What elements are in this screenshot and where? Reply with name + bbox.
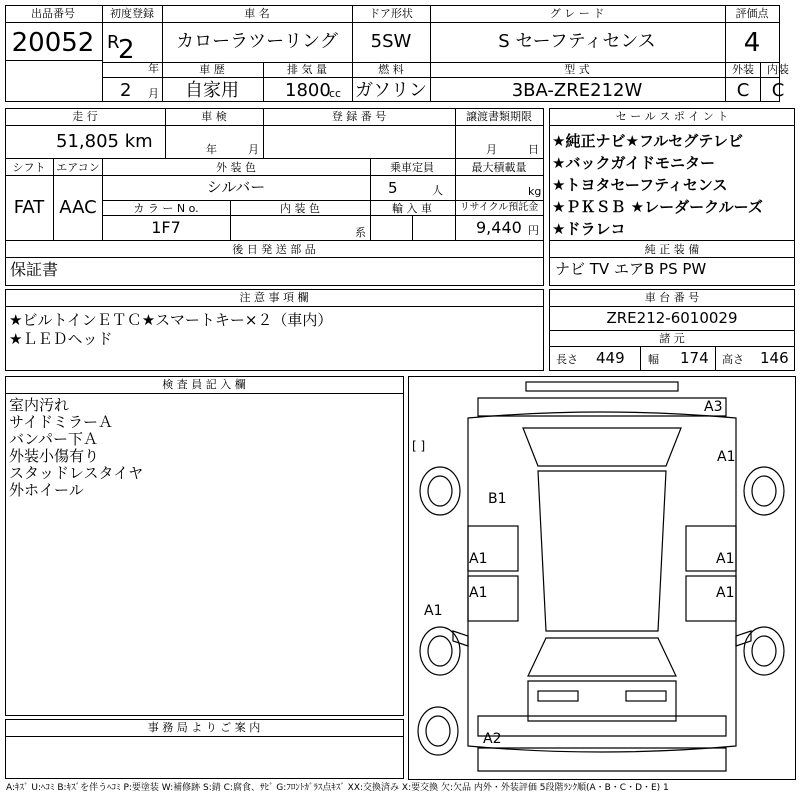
displacement-value: 1800	[285, 80, 331, 101]
bracket-mark: [ ]	[412, 439, 426, 453]
grade-label: グ レ ー ド	[549, 7, 605, 20]
length-value: 449	[596, 349, 625, 367]
length-label: 長さ	[556, 353, 578, 366]
fuel-value: ガソリン	[355, 80, 427, 101]
note-item: ★ＬＥＤヘッド	[9, 330, 113, 348]
legend-text: A:ｷｽﾞ U:ﾍｺﾐ B:ｷｽﾞを伴うﾍｺﾐ P:要塗装 W:補修跡 S:錆 C:腐食、ｻﾋﾞ G:ﾌﾛﾝﾄｶﾞﾗｽ点ｷｽﾞ XX:交換済み X:要交換 欠:欠品 内外・外装評価 5段階ﾗﾝｸ順(A・B・C・D・E) 1	[6, 783, 669, 793]
right-mirror	[736, 631, 751, 646]
damage-left-rear-door: A1	[469, 585, 488, 601]
lot-no-label: 出品番号	[31, 7, 75, 20]
roof	[538, 471, 666, 631]
parts-label: 後 日 発 送 部 品	[232, 243, 316, 256]
yen-unit: 円	[528, 224, 539, 237]
kg-unit: kg	[528, 185, 542, 198]
reg-no-label: 登 録 番 号	[331, 110, 387, 123]
aircon-label: エアコン	[56, 161, 100, 174]
capacity-unit: 人	[432, 184, 443, 197]
era-value: R	[107, 32, 120, 53]
doc-month-unit: 月	[486, 143, 497, 156]
color-no-value: 1F7	[151, 218, 181, 237]
sales-point-item: ★ドラレコ	[552, 220, 626, 238]
sales-point-item: ★ＰＫＳＢ ★レーダークルーズ	[552, 198, 763, 216]
inspector-note-item: スタッドレスタイヤ	[9, 464, 144, 482]
import-label: 輸 入 車	[392, 202, 432, 215]
rear-glass	[523, 428, 681, 466]
sales-point-item: ★バックガイドモニター	[552, 154, 715, 172]
year-unit: 年	[148, 62, 159, 75]
history-label: 車 歴	[199, 63, 225, 76]
width-label: 幅	[648, 353, 659, 366]
reg-year-value: 2	[118, 35, 135, 65]
inspector-note-item: 外装小傷有り	[9, 447, 100, 465]
damage-left-front-door: A1	[469, 551, 488, 567]
chassis-value: ZRE212-6010029	[606, 309, 738, 327]
month-unit: 月	[148, 87, 159, 100]
mileage-label: 走 行	[72, 110, 98, 123]
score-label: 評価点	[735, 7, 769, 20]
car-name-value: カローラツーリング	[176, 31, 338, 52]
sales-point-item: ★トヨタセーフティセンス	[552, 176, 728, 194]
damage-right-front-fender: A1	[717, 449, 736, 465]
damage-right-rear-door: A1	[716, 585, 735, 601]
inspect-month-unit: 月	[248, 143, 259, 156]
interior-grade-label: 内装	[767, 63, 789, 76]
rear-bumper-shape	[526, 382, 678, 391]
inspection-label: 車 検	[201, 110, 227, 123]
windshield	[528, 638, 676, 676]
cc-unit: cc	[329, 87, 342, 100]
chassis-label: 車 台 番 号	[644, 291, 700, 304]
headlight-left	[538, 691, 578, 701]
model-code-value: 3BA-ZRE212W	[511, 80, 643, 101]
office-label: 事 務 局 よ り ご 案 内	[147, 721, 261, 734]
door-value: 5SW	[370, 31, 412, 52]
score-value: 4	[743, 28, 761, 58]
inspector-notes-list	[9, 397, 143, 499]
inspector-note-item: 室内汚れ	[9, 396, 70, 414]
damage-front-bumper: A2	[483, 731, 502, 747]
damage-left-rear-fender: A1	[424, 603, 443, 619]
damage-right-front-door: A1	[716, 551, 735, 567]
door-label: ドア形状	[369, 7, 413, 20]
ext-color-value: シルバー	[206, 178, 266, 196]
aircon-value: AAC	[59, 197, 97, 218]
headlight-right	[626, 691, 666, 701]
first-reg-label: 初度登録	[110, 7, 154, 20]
mileage-value: 51,805 km	[56, 131, 153, 152]
trunk-shape	[478, 398, 726, 416]
front-bumper	[478, 716, 726, 736]
exterior-grade-label: 外装	[732, 63, 754, 76]
inspector-label: 検 査 員 記 入 欄	[162, 378, 246, 391]
max-load-label: 最大積載量	[471, 161, 527, 174]
lot-no-value: 20052	[11, 28, 95, 58]
wheel-left-rear	[420, 467, 460, 515]
shift-label: シフト	[12, 161, 46, 174]
sales-points-label: セ ー ル ス ポ イ ン ト	[615, 110, 729, 123]
grade-value: S セーフティセンス	[498, 31, 656, 52]
inspect-year-unit: 年	[206, 143, 217, 156]
int-color-suffix: 系	[355, 226, 366, 239]
notes-list	[9, 311, 332, 349]
parts-value: 保証書	[10, 260, 59, 279]
reg-month-value: 2	[120, 80, 132, 101]
recycle-label: リサイクル預託金	[459, 202, 539, 213]
shift-value: FAT	[13, 197, 45, 218]
wheel-spare	[418, 707, 458, 755]
damage-roof-rear: A3	[704, 399, 723, 415]
car-diagram	[408, 376, 796, 780]
displacement-label: 排 気 量	[287, 63, 327, 76]
inspector-note-item: 外ホイール	[9, 481, 84, 499]
note-item: ★ビルトインＥＴＣ★スマートキー×２（車内）	[9, 311, 333, 329]
doc-deadline-label: 譲渡書類期限	[466, 110, 532, 123]
recycle-value: 9,440	[476, 218, 522, 237]
height-label: 高さ	[722, 353, 744, 366]
wheel-left-front	[420, 627, 460, 675]
doc-day-unit: 日	[528, 143, 539, 156]
body-outline	[468, 412, 736, 752]
wheel-right-front	[744, 627, 784, 675]
equipment-value: ナビ TV エアB PS PW	[555, 260, 707, 278]
history-value: 自家用	[185, 80, 239, 101]
equipment-label: 純 正 装 備	[644, 243, 700, 256]
sales-points-list	[552, 130, 763, 240]
capacity-value: 5	[388, 179, 398, 197]
wheel-right-rear	[744, 467, 784, 515]
left-mirror	[453, 631, 468, 646]
exterior-grade-value: C	[736, 80, 750, 101]
ext-color-label: 外 装 色	[216, 161, 256, 174]
color-no-label: カ ラ ー N o.	[133, 202, 199, 215]
damage-left-front-fender: B1	[488, 491, 507, 507]
inspector-note-item: サイドミラーＡ	[9, 413, 113, 431]
car-name-label: 車 名	[244, 7, 270, 20]
sales-point-item: ★純正ナビ★フルセグテレビ	[552, 132, 743, 150]
int-color-label: 内 装 色	[280, 202, 320, 215]
notes-label: 注 意 事 項 欄	[239, 291, 309, 304]
model-code-label: 型 式	[564, 63, 590, 76]
width-value: 174	[680, 349, 709, 367]
interior-grade-value: C	[771, 80, 785, 101]
inspector-note-item: バンパー下Ａ	[9, 430, 98, 448]
fuel-label: 燃 料	[378, 63, 404, 76]
height-value: 146	[760, 349, 789, 367]
capacity-label: 乗車定員	[390, 161, 434, 174]
specs-label: 諸 元	[659, 332, 685, 345]
